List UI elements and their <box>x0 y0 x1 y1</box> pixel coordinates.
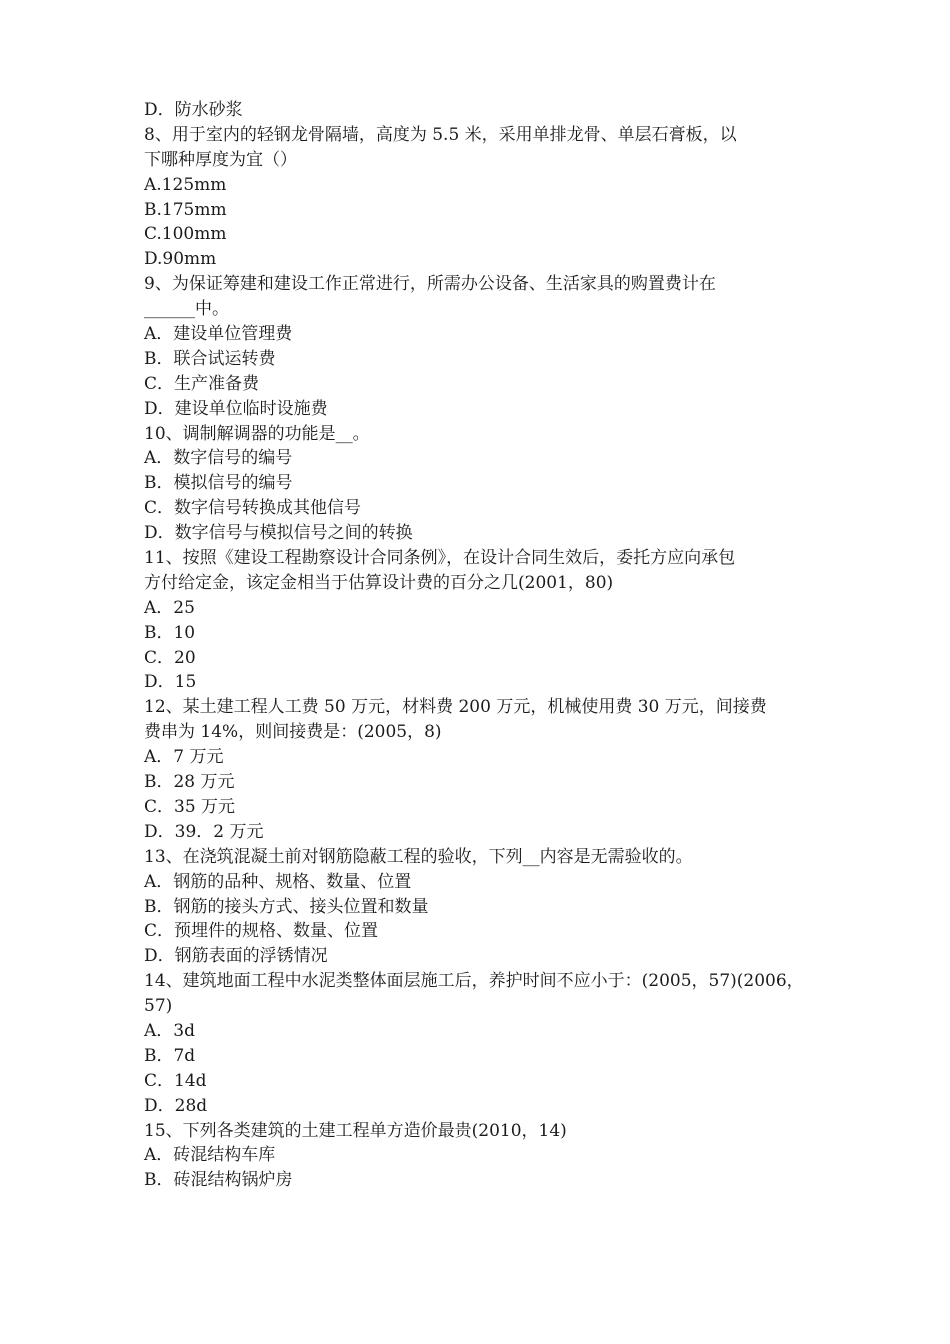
question-continuation: 下哪种厚度为宜（） <box>144 149 297 170</box>
question-line: 8、用于室内的轻钢龙骨隔墙，高度为 5.5 米，采用单排龙骨、单层石膏板，以 <box>144 124 737 145</box>
option-line: A．钢筋的品种、规格、数量、位置 <box>144 871 412 892</box>
option-line: B．联合试运转费 <box>144 348 276 369</box>
question-line: 13、在浇筑混凝土前对钢筋隐蔽工程的验收，下列__内容是无需验收的。 <box>144 846 693 867</box>
question-line: 9、为保证筹建和建设工作正常进行，所需办公设备、生活家具的购置费计在 <box>144 274 716 295</box>
option-line: D．防水砂浆 <box>144 100 243 120</box>
question-line: 15、下列各类建筑的土建工程单方造价最贵(2010，14) <box>144 1120 567 1141</box>
option-line: B.175mm <box>144 199 227 220</box>
question-line: 11、按照《建设工程勘察设计合同条例》，在设计合同生效后，委托方应向承包 <box>144 548 736 569</box>
option-line: D．39．2 万元 <box>144 821 264 842</box>
option-line: B．砖混结构锅炉房 <box>144 1170 293 1191</box>
option-line: D．28d <box>144 1095 208 1116</box>
option-line: C．14d <box>144 1070 207 1091</box>
question-continuation: 方付给定金，该定金相当于估算设计费的百分之几(2001，80) <box>144 572 614 593</box>
option-line: D.90mm <box>144 249 217 270</box>
option-line: A．25 <box>144 597 195 618</box>
option-line: B．10 <box>144 622 196 643</box>
document-page <box>144 98 814 1193</box>
question-line: 10、调制解调器的功能是__。 <box>144 423 370 444</box>
option-line: B．7d <box>144 1045 196 1066</box>
option-line: A.125mm <box>144 174 227 195</box>
question-continuation: ______中。 <box>144 299 229 320</box>
question-line: 14、建筑地面工程中水泥类整体面层施工后，养护时间不应小于：(2005，57)(2006， <box>144 971 804 992</box>
option-line: C．35 万元 <box>144 796 236 817</box>
option-line: D．钢筋表面的浮锈情况 <box>144 946 328 967</box>
option-line: A．7 万元 <box>144 747 224 768</box>
option-line: C．预埋件的规格、数量、位置 <box>144 921 379 942</box>
option-line: D．15 <box>144 672 197 693</box>
option-line: B．钢筋的接头方式、接头位置和数量 <box>144 896 429 917</box>
option-line: C．数字信号转换成其他信号 <box>144 498 362 519</box>
option-line: D．建设单位临时设施费 <box>144 398 328 419</box>
option-line: B．模拟信号的编号 <box>144 473 293 494</box>
option-line: C．生产准备费 <box>144 373 260 394</box>
question-continuation: 57) <box>144 996 173 1017</box>
option-line: D．数字信号与模拟信号之间的转换 <box>144 523 413 544</box>
option-line: C.100mm <box>144 224 227 245</box>
option-line: B．28 万元 <box>144 772 235 793</box>
option-line: A．3d <box>144 1020 195 1041</box>
option-line: A．砖混结构车库 <box>144 1145 276 1166</box>
question-line: 12、某土建工程人工费 50 万元，材料费 200 万元，机械使用费 30 万元，间接费 <box>144 697 767 718</box>
option-line: C．20 <box>144 647 196 668</box>
option-line: A．建设单位管理费 <box>144 324 293 345</box>
option-line: A．数字信号的编号 <box>144 448 293 469</box>
question-continuation: 费串为 14%，则间接费是：(2005，8) <box>144 722 442 743</box>
